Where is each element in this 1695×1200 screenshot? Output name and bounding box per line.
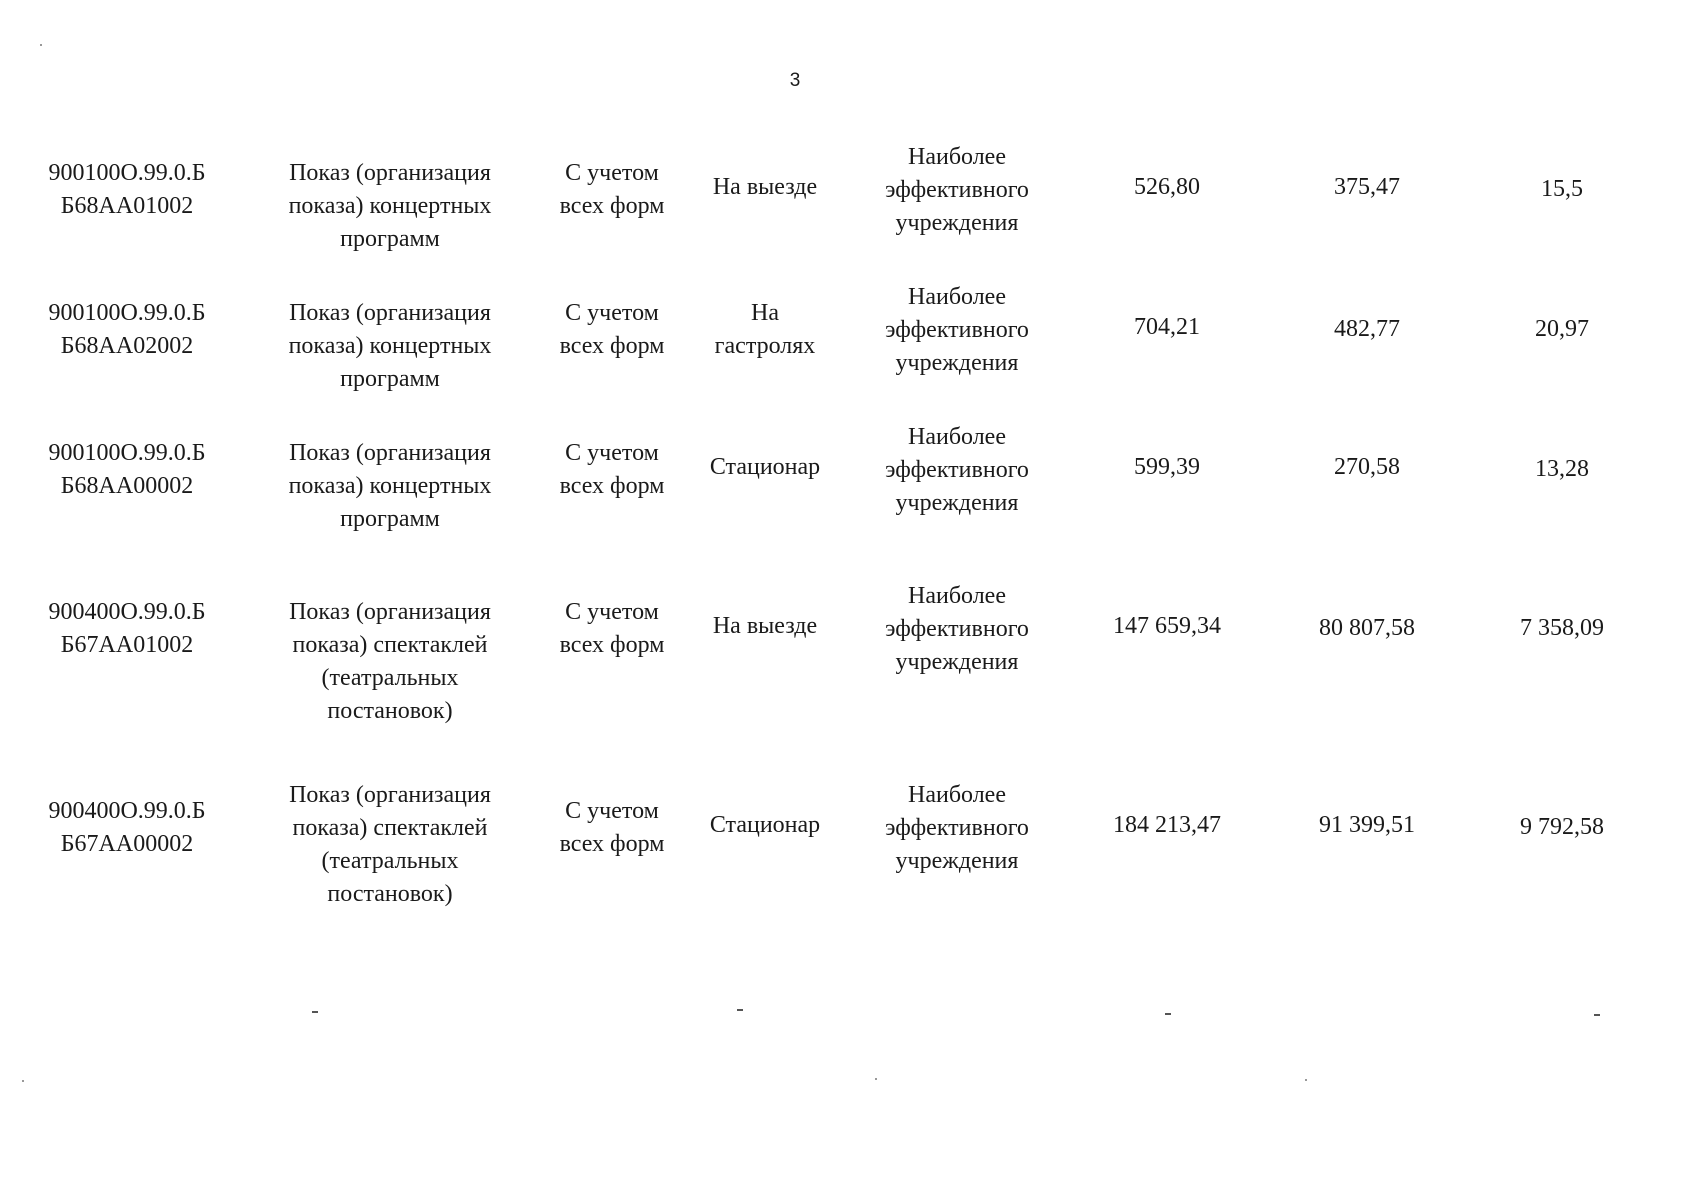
service-code-cell: 900400О.99.0.Б Б67АА00002 (48, 798, 206, 857)
service-code-cell: 900100О.99.0.Б Б68АА01002 (48, 160, 206, 219)
value-2-cell: 270,58 (1334, 454, 1400, 480)
place-cell: На выезде (712, 174, 818, 200)
value-1-cell: 184 213,47 (1113, 812, 1221, 838)
service-code-cell: 900100О.99.0.Б Б68АА02002 (48, 300, 206, 359)
scan-dot (875, 1078, 877, 1080)
service-code-cell: 900400О.99.0.Б Б67АА01002 (48, 599, 206, 658)
service-name-cell: Показ (организация показа) спектаклей (театральных постановок) (289, 782, 491, 907)
scan-dot (1305, 1079, 1307, 1081)
place-cell: Стационар (709, 812, 821, 838)
value-2-cell: 91 399,51 (1319, 812, 1415, 838)
value-1-cell: 526,80 (1134, 174, 1200, 200)
value-1-cell: 599,39 (1134, 454, 1200, 480)
value-2-cell: 375,47 (1334, 174, 1400, 200)
form-cell: С учетом всех форм (559, 599, 665, 658)
value-3-cell: 7 358,09 (1520, 615, 1604, 641)
value-3-cell: 15,5 (1541, 176, 1583, 202)
value-3-cell: 9 792,58 (1520, 814, 1604, 840)
form-cell: С учетом всех форм (559, 160, 665, 219)
service-name-cell: Показ (организация показа) концертных программ (288, 300, 492, 392)
form-cell: С учетом всех форм (559, 798, 665, 857)
place-cell: Стационар (709, 454, 821, 480)
institution-type-cell: Наиболее эффективного учреждения (885, 144, 1029, 236)
page-number: 3 (789, 70, 801, 91)
scan-dot (40, 44, 42, 46)
value-3-cell: 20,97 (1535, 316, 1589, 342)
place-cell: На гастролях (714, 300, 816, 359)
institution-type-cell: Наиболее эффективного учреждения (885, 583, 1029, 675)
scan-mark (737, 1009, 743, 1011)
service-name-cell: Показ (организация показа) концертных программ (288, 440, 492, 532)
form-cell: С учетом всех форм (559, 300, 665, 359)
scan-dot (22, 1080, 24, 1082)
scan-mark (1594, 1014, 1600, 1016)
institution-type-cell: Наиболее эффективного учреждения (885, 782, 1029, 874)
value-3-cell: 13,28 (1535, 456, 1589, 482)
institution-type-cell: Наиболее эффективного учреждения (885, 424, 1029, 516)
form-cell: С учетом всех форм (559, 440, 665, 499)
value-2-cell: 80 807,58 (1319, 615, 1415, 641)
scan-mark (312, 1011, 318, 1013)
service-name-cell: Показ (организация показа) спектаклей (театральных постановок) (289, 599, 491, 724)
service-code-cell: 900100О.99.0.Б Б68АА00002 (48, 440, 206, 499)
value-1-cell: 704,21 (1134, 314, 1200, 340)
place-cell: На выезде (712, 613, 818, 639)
scan-mark (1165, 1013, 1171, 1015)
value-1-cell: 147 659,34 (1113, 613, 1221, 639)
service-name-cell: Показ (организация показа) концертных программ (288, 160, 492, 252)
value-2-cell: 482,77 (1334, 316, 1400, 342)
institution-type-cell: Наиболее эффективного учреждения (885, 284, 1029, 376)
